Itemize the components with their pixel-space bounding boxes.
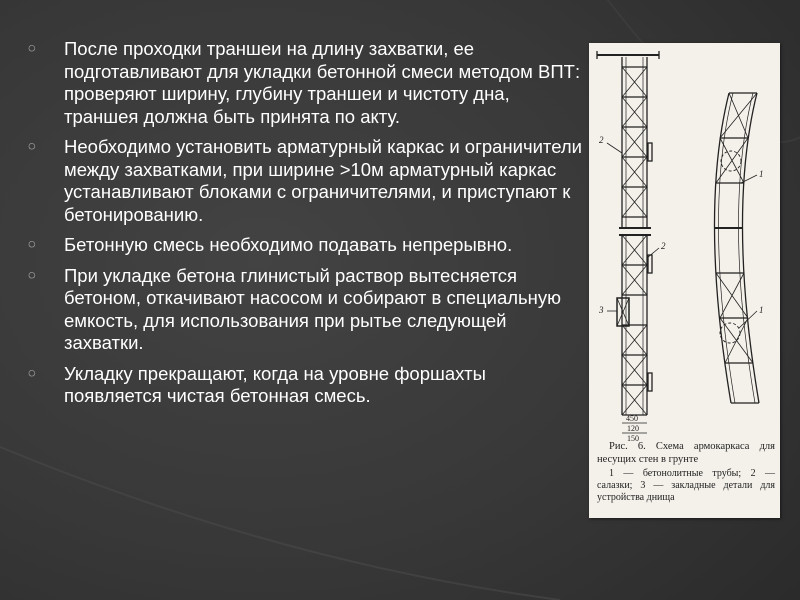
bullet-text: После проходки траншеи на длину захватки, ее подготавливают для укладки бетонной смеси методом ВПТ: проверяют ширину, глубину траншеи и чистоту дна, траншея должна быть принята по акту.	[64, 38, 581, 127]
bullet-list	[28, 38, 588, 416]
figure-caption	[597, 441, 775, 504]
bullet-text: Бетонную смесь необходимо подавать непрерывно.	[64, 234, 513, 255]
bullet-item	[28, 136, 588, 226]
bullet-text: Укладку прекращают, когда на уровне форшахты появляется чистая бетонная смесь.	[64, 362, 486, 406]
figure-label: 2	[661, 241, 666, 251]
dimension-label: 150	[627, 434, 639, 443]
figure-label: 3	[599, 305, 604, 315]
dimension-label: 120	[627, 424, 639, 433]
caption-legend: 1 — бетонолитные трубы; 2 — салазки; 3 — закладные детали для устройства днища	[597, 468, 775, 503]
bullet-item	[28, 265, 588, 355]
cage-diagram	[589, 43, 780, 443]
caption-title: Рис. 6. Схема армокаркаса для несущих стен в грунте	[597, 441, 775, 465]
bullet-text: Необходимо установить арматурный каркас и ограничители между захватками, при ширине >10м арматурный каркас устанавливают блоками с ограничителями, и приступают к бетонированию.	[64, 136, 582, 225]
ring-bullet-icon: ◌	[28, 236, 36, 251]
bullet-item	[28, 363, 588, 408]
dimension-label: 450	[626, 414, 638, 423]
figure-label: 2	[599, 135, 604, 145]
ring-bullet-icon: ◌	[28, 364, 36, 380]
reinforcement-cage-figure	[589, 43, 780, 518]
figure-label: 1	[759, 305, 764, 315]
bullet-text: При укладке бетона глинистый раствор вытесняется бетоном, откачивают насосом и собирают в специальную емкость, для использования при рытье следующей захватки.	[64, 264, 562, 353]
bullet-item	[28, 234, 588, 257]
figure-label: 1	[759, 169, 764, 179]
ring-bullet-icon: ◌	[28, 138, 36, 153]
bullet-item	[28, 38, 588, 128]
ring-bullet-icon: ◌	[28, 40, 36, 55]
ring-bullet-icon: ◌	[28, 266, 36, 282]
